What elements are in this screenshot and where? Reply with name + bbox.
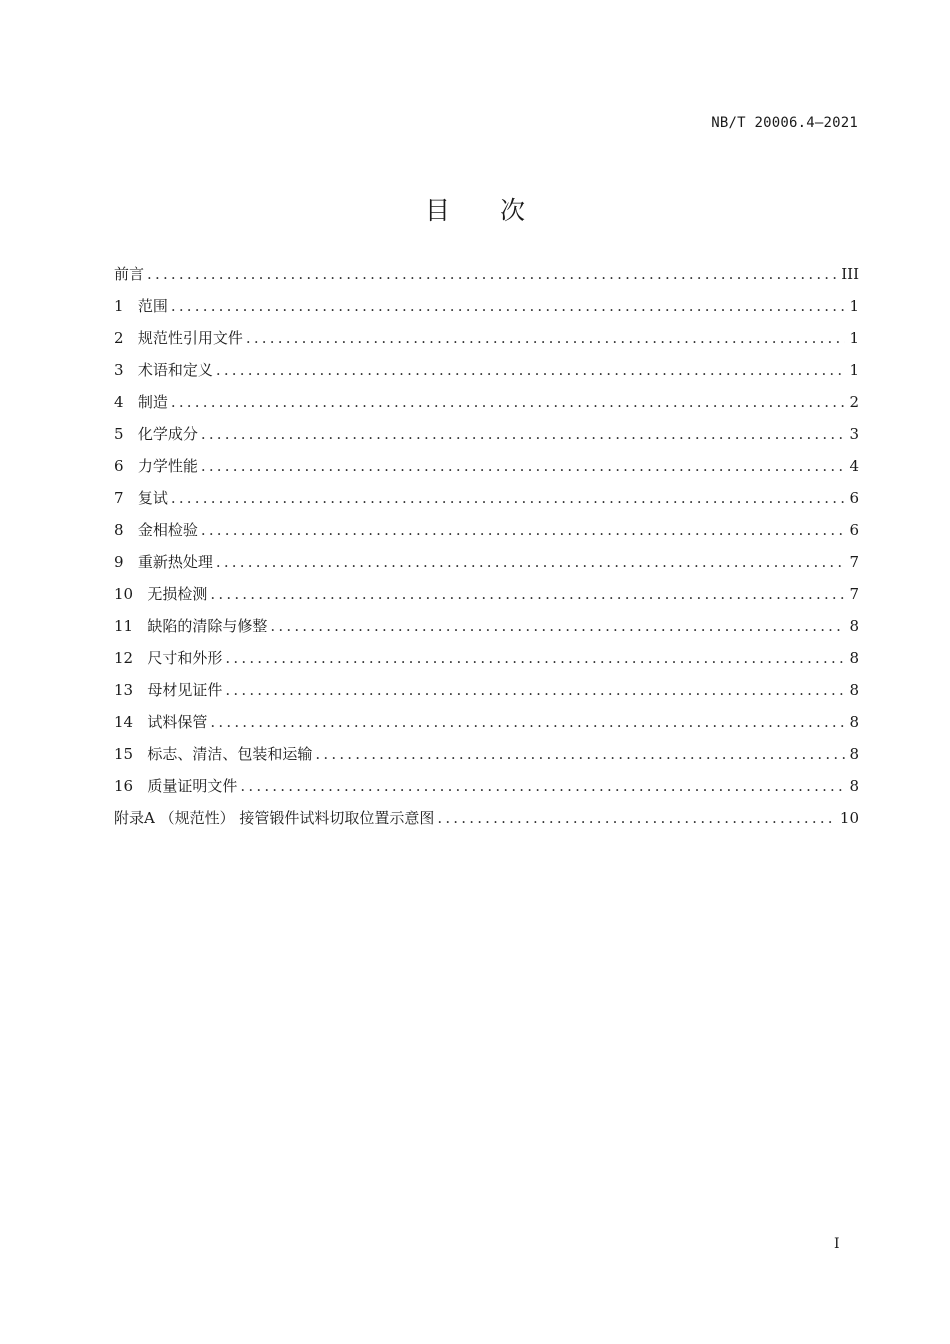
toc-entry-preface[interactable] [114, 262, 859, 294]
toc-entry-page: 2 [849, 393, 859, 411]
toc-entry[interactable] [114, 678, 859, 710]
toc-entry[interactable] [114, 326, 859, 358]
toc-entry-page: 7 [849, 585, 859, 603]
toc-entry-page: 10 [839, 809, 859, 827]
toc-entry-number: 7 [114, 489, 124, 507]
toc-leader-dots [171, 390, 846, 414]
toc-leader-dots [216, 358, 846, 382]
toc-entry-label: 规范性引用文件 [137, 329, 243, 347]
toc-leader-dots [246, 326, 846, 350]
toc-entry-page: 8 [849, 649, 859, 667]
toc-entry-appendix-a[interactable] [114, 806, 859, 838]
toc-entry-label: 质量证明文件 [147, 777, 238, 795]
toc-entry[interactable] [114, 390, 859, 422]
toc-entry[interactable] [114, 646, 859, 678]
page-title: 目次 [424, 196, 575, 225]
toc-entry[interactable] [114, 486, 859, 518]
toc-entry-page: 1 [849, 361, 859, 379]
toc-entry-page: 1 [849, 297, 859, 315]
toc-entry-number: 14 [114, 713, 134, 731]
toc-entry-page: 3 [849, 425, 859, 443]
toc-entry-label: 试料保管 [147, 713, 208, 731]
toc-entry-page: 7 [849, 553, 859, 571]
toc-entry-label: 前言 [114, 265, 145, 283]
toc-leader-dots [171, 294, 846, 318]
toc-entry-label: 制造 [137, 393, 168, 411]
toc-entry-label: 金相检验 [137, 521, 198, 539]
toc-entry-number: 9 [114, 553, 124, 571]
toc-entry[interactable] [114, 518, 859, 550]
toc-entry-label: 缺陷的清除与修整 [147, 617, 268, 635]
toc-entry[interactable] [114, 614, 859, 646]
table-of-contents [114, 262, 859, 838]
toc-leader-dots [315, 742, 845, 766]
toc-leader-dots [437, 806, 836, 830]
toc-entry-label: 范围 [137, 297, 168, 315]
toc-entry-number: 2 [114, 329, 124, 347]
toc-leader-dots [216, 550, 846, 574]
toc-entry-number: 13 [114, 681, 134, 699]
toc-entry-number: 8 [114, 521, 124, 539]
toc-entry-label: 尺寸和外形 [147, 649, 223, 667]
toc-entry[interactable] [114, 454, 859, 486]
toc-entry-page: 8 [849, 617, 859, 635]
toc-entry-page: III [841, 265, 859, 283]
toc-entry-label: 标志、清洁、包装和运输 [147, 745, 313, 763]
toc-leader-dots [171, 486, 846, 510]
toc-entry-page: 8 [849, 681, 859, 699]
toc-entry[interactable] [114, 582, 859, 614]
toc-entry-number: 5 [114, 425, 124, 443]
toc-entry-number: 16 [114, 777, 134, 795]
toc-entry-number: 11 [114, 617, 134, 635]
toc-entry-number: 10 [114, 585, 134, 603]
toc-entry-label: 重新热处理 [137, 553, 213, 571]
toc-leader-dots [201, 518, 846, 542]
standard-code: NB/T 20006.4—2021 [711, 115, 858, 131]
toc-leader-dots [270, 614, 845, 638]
toc-entry-number: 6 [114, 457, 124, 475]
toc-entry[interactable] [114, 550, 859, 582]
toc-entry-page: 8 [849, 713, 859, 731]
toc-entry-label: 母材见证件 [147, 681, 223, 699]
toc-entry[interactable] [114, 422, 859, 454]
toc-entry[interactable] [114, 710, 859, 742]
toc-entry-page: 8 [849, 777, 859, 795]
toc-leader-dots [225, 646, 845, 670]
toc-entry[interactable] [114, 358, 859, 390]
toc-leader-dots [210, 582, 845, 606]
toc-leader-dots [210, 710, 845, 734]
toc-entry-number: 1 [114, 297, 124, 315]
toc-entry-number: 12 [114, 649, 134, 667]
toc-entry[interactable] [114, 294, 859, 326]
toc-entry-label: 无损检测 [147, 585, 208, 603]
toc-entry-label: 力学性能 [137, 457, 198, 475]
toc-leader-dots [225, 678, 845, 702]
toc-leader-dots [240, 774, 845, 798]
toc-entry-label: 化学成分 [137, 425, 198, 443]
toc-entry-label: 附录A （规范性） 接管锻件试料切取位置示意图 [114, 809, 435, 827]
toc-entry-page: 4 [849, 457, 859, 475]
toc-leader-dots [201, 422, 846, 446]
toc-entry-page: 8 [849, 745, 859, 763]
toc-entry-page: 1 [849, 329, 859, 347]
toc-leader-dots [201, 454, 846, 478]
toc-entry-number: 4 [114, 393, 124, 411]
toc-entry-number: 15 [114, 745, 134, 763]
toc-entry[interactable] [114, 742, 859, 774]
toc-entry-page: 6 [849, 489, 859, 507]
toc-entry[interactable] [114, 774, 859, 806]
toc-entry-number: 3 [114, 361, 124, 379]
toc-entry-page: 6 [849, 521, 859, 539]
toc-entry-label: 复试 [137, 489, 168, 507]
toc-entry-label: 术语和定义 [137, 361, 213, 379]
toc-leader-dots [147, 262, 837, 286]
page-number: I [834, 1236, 840, 1252]
